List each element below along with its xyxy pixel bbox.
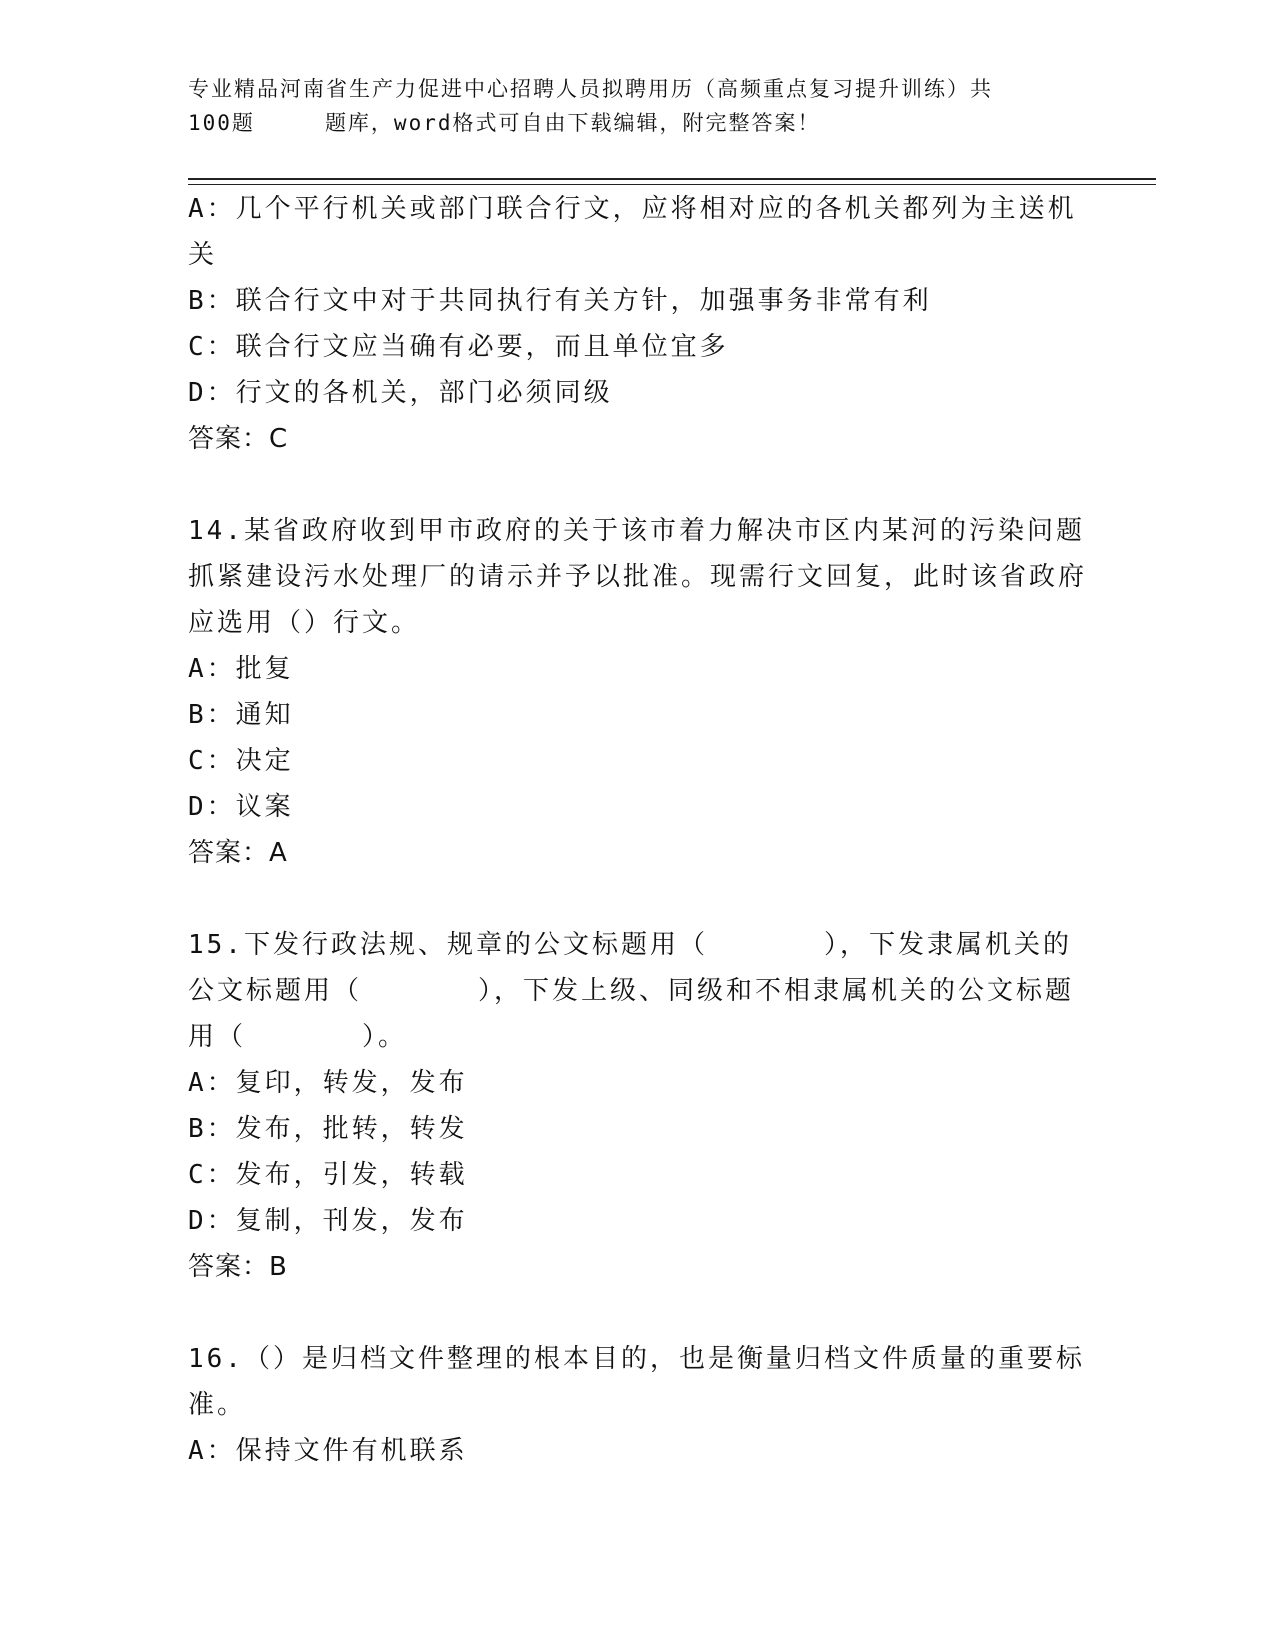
header-count: 100题 (188, 111, 255, 135)
option-d: D：议案 (188, 792, 294, 822)
question-stem: 16.（）是归档文件整理的根本目的，也是衡量归档文件质量的重要标准。 (188, 1344, 1085, 1420)
answer: 答案：C (188, 424, 289, 454)
question-stem: 15.下发行政法规、规章的公文标题用（ ），下发隶属机关的公文标题用（ ），下发上级、同级和不相隶属机关的公文标题用（ ）。 (188, 930, 1075, 1052)
header-title-line-2 (188, 106, 1088, 140)
header-description: 题库，word格式可自由下载编辑，附完整答案！ (324, 111, 821, 135)
document-header (188, 72, 1088, 140)
question-14 (188, 508, 1088, 876)
option-a: A：复印，转发，发布 (188, 1068, 468, 1098)
question-16 (188, 1336, 1088, 1474)
question-stem: 14.某省政府收到甲市政府的关于该市着力解决市区内某河的污染问题抓紧建设污水处理厂的请示并予以批准。现需行文回复，此时该省政府应选用（）行文。 (188, 516, 1088, 638)
answer: 答案：B (188, 1252, 288, 1282)
header-divider-thin (188, 184, 1156, 185)
header-title-line-1: 专业精品河南省生产力促进中心招聘人员拟聘用历（高频重点复习提升训练）共 (188, 77, 993, 101)
option-a: A：批复 (188, 654, 294, 684)
header-divider-thick (188, 178, 1156, 180)
option-a: A：几个平行机关或部门联合行文，应将相对应的各机关都列为主送机关 (188, 194, 1077, 270)
question-13 (188, 186, 1088, 462)
option-c: C：联合行文应当确有必要，而且单位宜多 (188, 332, 729, 362)
question-list (188, 186, 1088, 1474)
question-15 (188, 922, 1088, 1290)
option-b: B：联合行文中对于共同执行有关方针，加强事务非常有利 (188, 286, 932, 316)
option-a: A：保持文件有机联系 (188, 1436, 468, 1466)
option-c: C：决定 (188, 746, 294, 776)
answer: 答案：A (188, 838, 288, 868)
option-b: B：通知 (188, 700, 294, 730)
option-c: C：发布，引发，转载 (188, 1160, 468, 1190)
option-d: D：行文的各机关，部门必须同级 (188, 378, 613, 408)
option-b: B：发布，批转，转发 (188, 1114, 468, 1144)
option-d: D：复制，刊发，发布 (188, 1206, 468, 1236)
